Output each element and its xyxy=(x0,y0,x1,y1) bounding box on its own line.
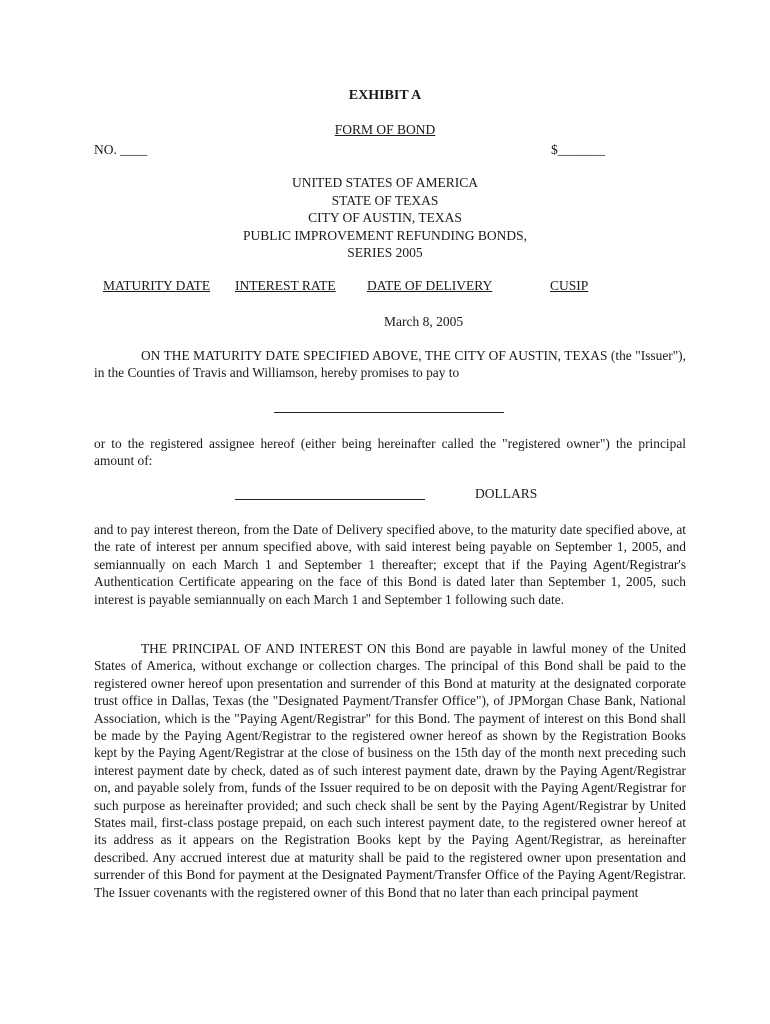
header-line-city: CITY OF AUSTIN, TEXAS xyxy=(308,210,462,225)
amount-blank-line xyxy=(235,499,425,500)
payee-blank-line xyxy=(274,412,504,413)
interest-rate-heading: INTEREST RATE xyxy=(235,278,336,293)
paragraph-registered-owner: or to the registered assignee hereof (either being hereinafter called the "registered owner") the principal amount of: xyxy=(94,436,686,469)
header-line-state: STATE OF TEXAS xyxy=(331,192,439,208)
header-line-country: UNITED STATES OF AMERICA xyxy=(291,175,479,190)
header-line-bond-type: PUBLIC IMPROVEMENT REFUNDING BONDS, xyxy=(242,227,528,243)
cusip-heading: CUSIP xyxy=(550,278,589,293)
exhibit-title: EXHIBIT A xyxy=(348,88,422,103)
bond-header xyxy=(0,174,770,262)
bond-amount-label: $_______ xyxy=(551,142,605,157)
paragraph-interest-terms: and to pay interest thereon, from the Date of Delivery specified above, to the maturity date specified above, at the rate of interest per annum specified above, with said interest being payable on September 1, 2005, and semiannually on each March 1 and September 1 thereafter; except that if the Paying Agent/Registrar's Authentication Certificate appearing on the face of this Bond is dated later than September 1, 2005, such interest is payable semiannually on each March 1 and September 1 following such date. xyxy=(94,522,686,607)
header-line-series: SERIES 2005 xyxy=(347,245,423,260)
form-title: FORM OF BOND xyxy=(334,122,436,137)
paragraph-principal-and-interest: THE PRINCIPAL OF AND INTEREST ON this Bond are payable in lawful money of the United States of America, without exchange or collection charges. The principal of this Bond shall be paid to the registered owner hereof upon presentation and surrender of this Bond at maturity at the designated corporate trust office in Dallas, Texas (the "Designated Payment/Transfer Office"), of JPMorgan Chase Bank, National Association, which is the "Paying Agent/Registrar" for this Bond. The payment of interest on this Bond shall be made by the Paying Agent/Registrar to the registered owner hereof as shown by the Registration Books kept by the Paying Agent/Registrar at the close of business on the 15th day of the month next preceding such interest payment date by check, dated as of such interest payment date, drawn by the Paying Agent/Registrar on, and payable solely from, funds of the Issuer required to be on deposit with the Paying Agent/Registrar for such purpose as hereinafter provided; and such check shall be sent by the Paying Agent/Registrar by United States mail, first-class postage prepaid, on each such interest payment date, to the registered owner hereof at its address as it appears on the Registration Books kept by the Paying Agent/Registrar, as hereinafter described. Any accrued interest due at maturity shall be paid to the registered owner upon presentation and surrender of this Bond for payment at the Designated Payment/Transfer Office of the Paying Agent/Registrar. The Issuer covenants with the registered owner of this Bond that no later than each principal payment xyxy=(94,641,686,900)
delivery-date-value: March 8, 2005 xyxy=(384,314,464,329)
dollars-label: DOLLARS xyxy=(475,486,538,501)
date-of-delivery-heading: DATE OF DELIVERY xyxy=(367,278,493,293)
paragraph-promise: ON THE MATURITY DATE SPECIFIED ABOVE, THE CITY OF AUSTIN, TEXAS (the "Issuer"), in the Counties of Travis and Williamson, hereby promises to pay to xyxy=(94,348,686,381)
maturity-date-heading: MATURITY DATE xyxy=(103,278,211,293)
bond-number-label: NO. ____ xyxy=(94,142,148,157)
